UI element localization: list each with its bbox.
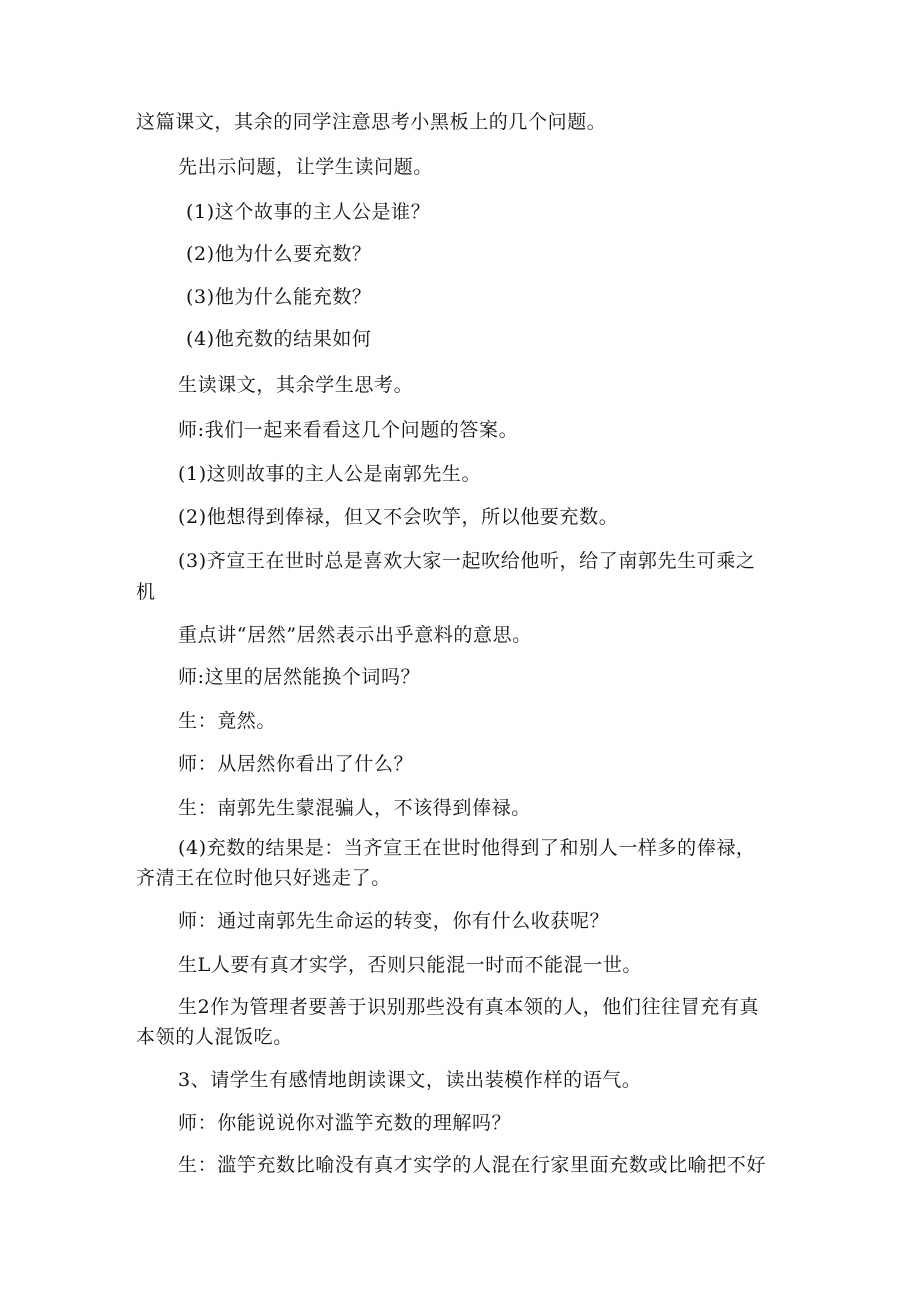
text-line: 生读课文，其余学生思考。 (178, 374, 414, 396)
dialogue-line: 师：通过南郭先生命运的转变，你有什么收获呢？ (178, 910, 610, 932)
answer-line: (4)充数的结果是：当齐宣王在世时他得到了和别人一样多的俸禄， (178, 837, 756, 859)
dialogue-line: 师：从居然你看出了什么？ (178, 753, 414, 775)
text-line: 先出示问题，让学生读问题。 (178, 156, 433, 178)
dialogue-line: 生：滥竽充数比喻没有真才实学的人混在行家里面充数或比喻把不好 (178, 1154, 767, 1176)
dialogue-line: 生L人要有真才实学，否则只能混一时而不能混一世。 (178, 954, 643, 976)
dialogue-line: 师:这里的居然能换个词吗？ (178, 666, 421, 688)
answer-line-continuation: 机 (136, 581, 156, 603)
answer-line: (2)他想得到俸禄，但又不会吹竽，所以他要充数。 (178, 506, 619, 528)
text-line: 重点讲“居然”居然表示出乎意料的意思。 (178, 624, 532, 646)
dialogue-line: 生2作为管理者要善于识别那些没有真本领的人，他们往往冒充有真 (178, 996, 760, 1018)
text-line: 这篇课文，其余的同学注意思考小黑板上的几个问题。 (136, 111, 607, 133)
dialogue-line: 生：竟然。 (178, 710, 277, 732)
answer-line: (3)齐宣王在世时总是喜欢大家一起吹给他听，给了南郭先生可乘之 (178, 550, 756, 572)
question-line: (1)这个故事的主人公是谁？ (186, 201, 431, 223)
dialogue-line: 师：你能说说你对滥竽充数的理解吗？ (178, 1112, 512, 1134)
dialogue-line-continuation: 本领的人混饭吃。 (136, 1026, 293, 1048)
answer-line: (1)这则故事的主人公是南郭先生。 (178, 463, 482, 485)
answer-line-continuation: 齐清王在位时他只好逃走了。 (136, 867, 391, 889)
text-line: 3、请学生有感情地朗读课文，读出装模作样的语气。 (178, 1069, 642, 1091)
text-line: 师:我们一起来看看这几个问题的答案。 (178, 419, 519, 441)
question-line: (3)他为什么能充数？ (186, 286, 372, 308)
question-line: (2)他为什么要充数？ (186, 243, 372, 265)
dialogue-line: 生：南郭先生蒙混骗人，不该得到俸禄。 (178, 797, 531, 819)
question-line: (4)他充数的结果如何 (186, 328, 372, 350)
